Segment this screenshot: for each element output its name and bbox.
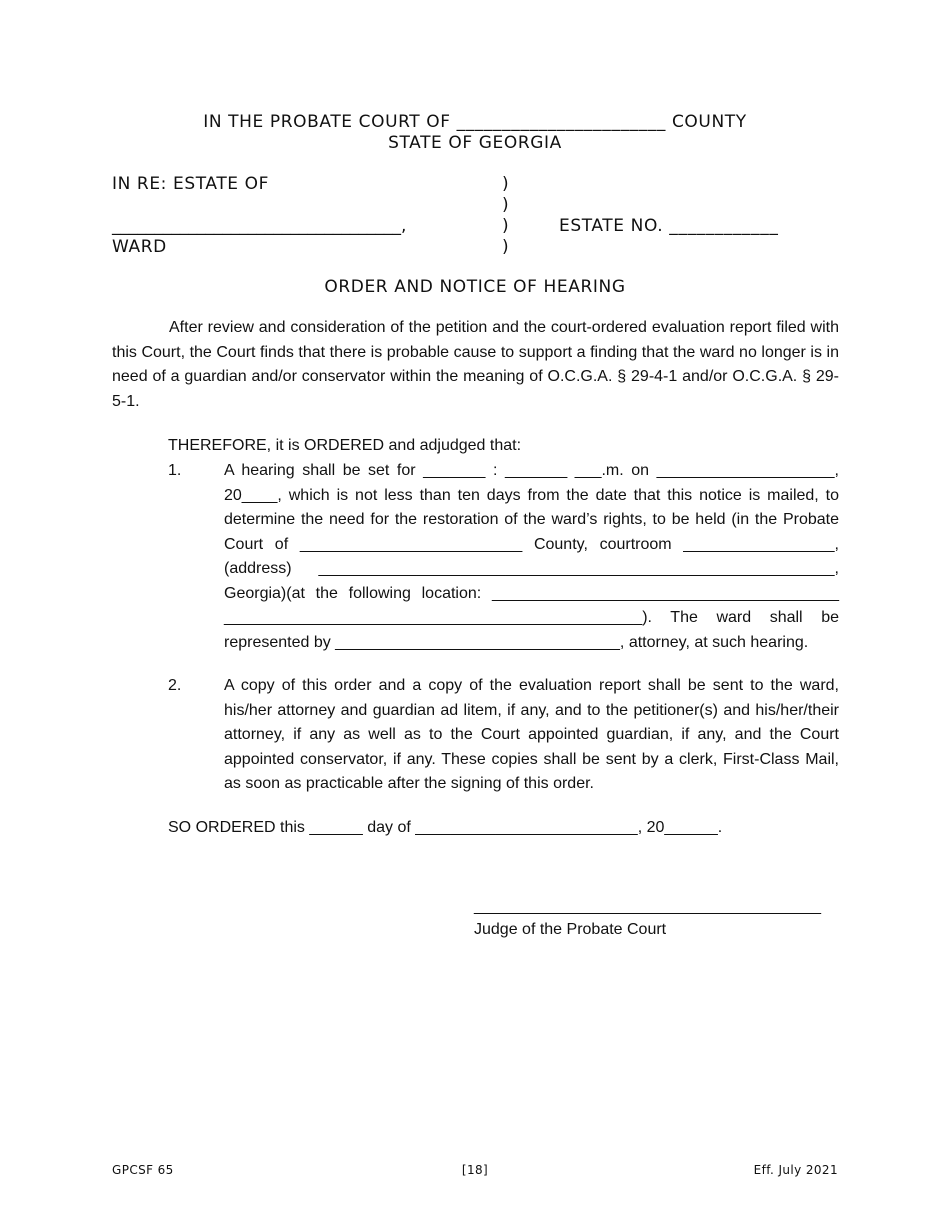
court-header-line: IN THE PROBATE COURT OF _______________________ COUNTY	[203, 112, 747, 132]
findings-paragraph: After review and consideration of the petition and the court-ordered evaluation report filed with this Court, the Court finds that there is probable cause to support a finding that the ward no longer is in need of a guardian and/or conservator within the meaning of O.C.G.A. § 29-4-1 and/or O.C.G.A. § 29-5-1.	[112, 319, 839, 410]
hearing-order-item: A hearing shall be set for _______ : _______ ___.m. on ____________________, 20____, which is not less than ten days from the date that this notice is mailed, to determine the need for the restoration of the ward’s rights, to be held (in the Probate Court of _________________________ County, courtroom _________________, (address) __________________________________________________________, Georgia)(at the following location: _______________________________________ _______________________________________________). The ward shall be represented by ________________________________, attorney, at such hearing.	[224, 462, 839, 651]
effective-date: Eff. July 2021	[753, 1163, 838, 1177]
caption-paren: )	[502, 216, 510, 236]
caption-paren: )	[502, 174, 510, 194]
item-number: 2.	[168, 677, 182, 694]
signature-label: Judge of the Probate Court	[474, 921, 667, 938]
caption-paren: )	[502, 195, 510, 215]
state-header-line: STATE OF GEORGIA	[388, 133, 562, 153]
form-number: GPCSF 65	[112, 1163, 174, 1177]
in-re-label: IN RE: ESTATE OF	[112, 174, 270, 194]
therefore-clause: THEREFORE, it is ORDERED and adjudged that:	[168, 437, 522, 454]
ward-label: WARD	[112, 237, 167, 257]
so-ordered-line: SO ORDERED this ______ day of _________________________, 20______.	[168, 819, 723, 836]
estate-number-field: ESTATE NO. ____________	[559, 216, 779, 236]
caption-paren: )	[502, 237, 510, 257]
ward-name-blank: __________________________________,	[112, 216, 407, 236]
document-title: ORDER AND NOTICE OF HEARING	[324, 277, 626, 297]
service-order-item: A copy of this order and a copy of the evaluation report shall be sent to the ward, his/her attorney and guardian ad litem, if any, and to the petitioner(s) and his/her/their attorney, if any as well as to the Court appointed guardian, if any, and the Court appointed conservator, if any. These copies shall be sent by a clerk, First-Class Mail, as soon as practicable after the signing of this order.	[224, 677, 839, 792]
page-number: [18]	[461, 1163, 489, 1177]
signature-line: _______________________________________	[474, 898, 822, 915]
item-number: 1.	[168, 462, 182, 479]
